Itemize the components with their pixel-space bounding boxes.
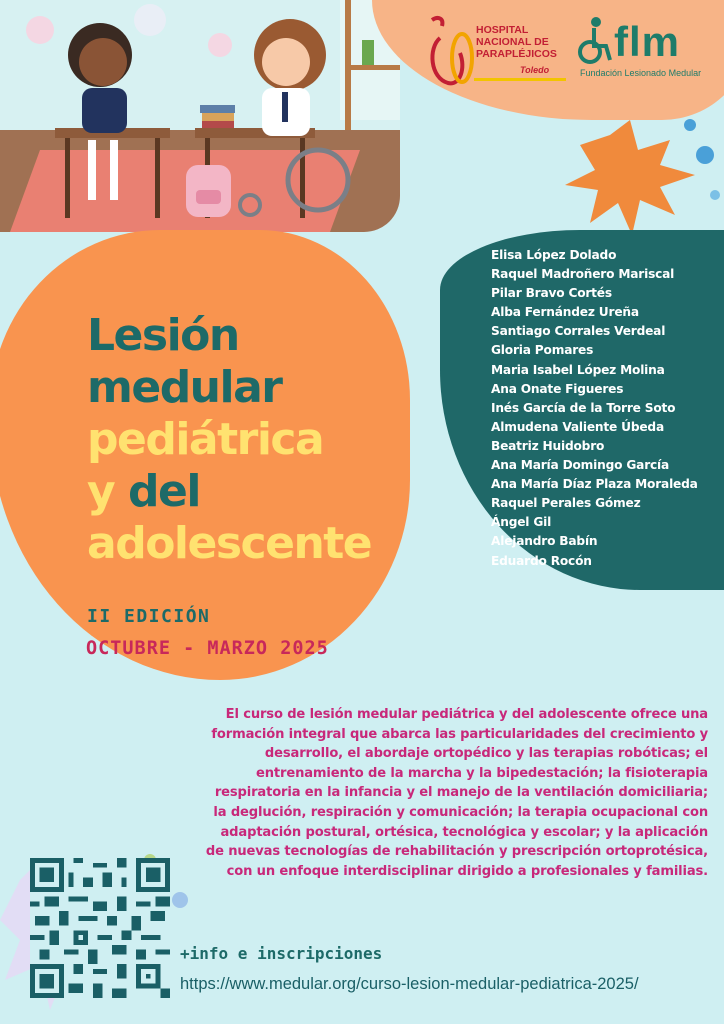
title-line-5: adolescente	[87, 518, 372, 569]
classroom-illustration	[0, 0, 400, 232]
speaker-item: Maria Isabel López Molina	[491, 362, 665, 377]
speaker-item: Inés García de la Torre Soto	[491, 400, 676, 415]
speaker-item: Ángel Gil	[491, 515, 552, 530]
speaker-item: Alba Fernández Ureña	[491, 305, 639, 320]
speakers-list	[491, 246, 698, 571]
speaker-item: Pilar Bravo Cortés	[491, 286, 612, 301]
registration-link[interactable]: https://www.medular.org/curso-lesion-medular-pediatrica-2025/	[180, 975, 639, 993]
flm-logo-text: flm	[614, 18, 680, 65]
info-label: +info e inscripciones	[180, 944, 383, 963]
title-line-1: Lesión	[87, 310, 239, 361]
children-classroom-image	[0, 0, 400, 232]
speaker-item: Eduardo Rocón	[491, 553, 592, 568]
hospital-name-line2: NACIONAL DE	[476, 36, 549, 48]
course-title	[87, 310, 371, 570]
qr-code[interactable]	[30, 858, 170, 998]
speaker-item: Raquel Madroñero Mariscal	[491, 267, 675, 282]
speaker-item: Gloria Pomares	[491, 343, 594, 358]
speaker-item: Beatriz Huidobro	[491, 438, 605, 453]
speaker-item: Ana María Díaz Plaza Moraleda	[491, 477, 698, 492]
course-description: El curso de lesión medular pediátrica y del adolescente ofrece una formación integral que abarca las particularidades del crecimiento y desarrollo, el abordaje ortopédico y las terapias robóticas; el entrenamiento de la marcha y la bipedestación; la fisioterapia respiratoria en la infancia y el manejo de la ventilación domiciliaria; la deglución, respiración y comunicación; la terapia ocupacional con adaptación postural, ortésica, tecnológica y escolar; y la aplicación de nuevas tecnologías de rehabilitación y prescripción ortoprotésica, con un enfoque interdisciplinar dirigido a profesionales y familias.	[205, 707, 708, 879]
speaker-item: Raquel Perales Gómez	[491, 496, 641, 511]
speaker-item: Ana Onate Figueres	[491, 381, 624, 396]
speaker-item: Santiago Corrales Verdeal	[491, 324, 666, 339]
hospital-city: Toledo	[520, 65, 550, 75]
speaker-item: Almudena Valiente Úbeda	[491, 419, 664, 434]
wheelchair-logo-icon	[576, 16, 614, 66]
title-line-3: pediátrica	[87, 414, 324, 465]
title-word-y: y	[87, 466, 115, 517]
course-dates: OCTUBRE - MARZO 2025	[86, 638, 329, 659]
speaker-item: Alejandro Babín	[491, 534, 598, 549]
title-word-del: del	[128, 466, 200, 517]
edition-label: II EDICIÓN	[87, 606, 211, 627]
speaker-item: Elisa López Dolado	[491, 248, 617, 262]
hospital-name-line3: PARAPLÉJICOS	[476, 48, 557, 60]
title-line-2: medular	[87, 362, 282, 413]
title-line-4	[87, 466, 371, 518]
hospital-name-line1: HOSPITAL	[476, 24, 529, 36]
hospital-name	[476, 24, 557, 60]
speaker-item: Ana María Domingo García	[491, 458, 670, 473]
flm-subtitle: Fundación Lesionado Medular	[580, 68, 702, 78]
